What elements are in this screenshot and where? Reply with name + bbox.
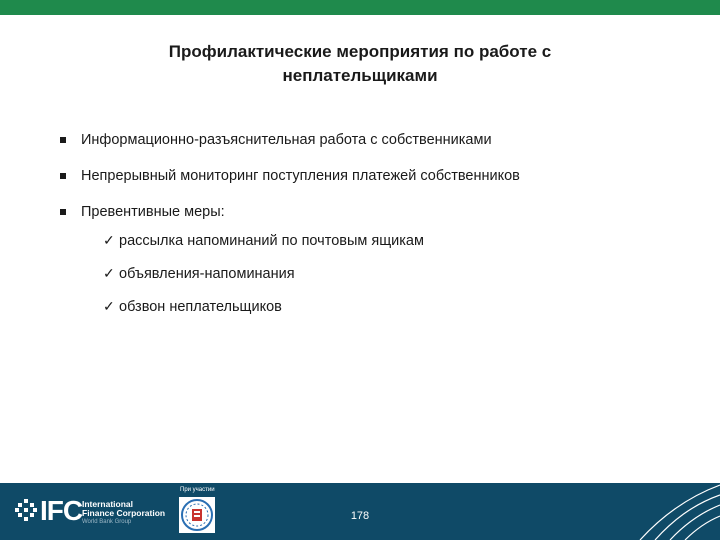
checkmark-icon: ✓ [103,232,115,248]
slide-title-line-2: неплательщиками [282,66,438,85]
bullet-item [58,167,698,187]
bullet-item [58,131,698,151]
ifc-name-line-2: Finance Corporation [82,508,166,518]
bullet-list [58,131,698,239]
ifc-logo-name [82,500,165,518]
ifc-globe-mark-icon [14,498,38,522]
partner-emblem-icon [179,497,215,533]
slide-title [100,40,620,88]
bullet-item [58,203,698,223]
ifc-logo-subtitle: World Bank Group [82,519,132,525]
checkmark-icon: ✓ [103,265,115,281]
ifc-name-line-1: International [82,499,134,509]
square-bullet-icon [60,209,66,215]
ifc-logo-letters: IFC [40,495,83,526]
sub-bullet-text: обзвон неплательщиков [119,299,282,315]
sub-bullet-text: объявления-напоминания [119,266,295,282]
partner-label: При участии [180,487,215,493]
checkmark-icon: ✓ [103,298,115,314]
top-accent-bar [0,0,720,15]
square-bullet-icon [60,173,66,179]
bullet-text: Превентивные меры: [81,204,225,220]
bullet-text: Информационно-разъяснительная работа с собственниками [81,132,492,148]
page-number: 178 [350,510,370,522]
partner-emblem-logo [179,497,215,533]
decorative-swoosh-icon [600,483,720,540]
square-bullet-icon [60,137,66,143]
footer-bar [0,483,720,540]
bullet-text: Непрерывный мониторинг поступления платежей собственников [81,168,520,184]
sub-bullet-text: рассылка напоминаний по почтовым ящикам [119,233,424,249]
slide-title-line-1: Профилактические мероприятия по работе с [168,42,552,61]
